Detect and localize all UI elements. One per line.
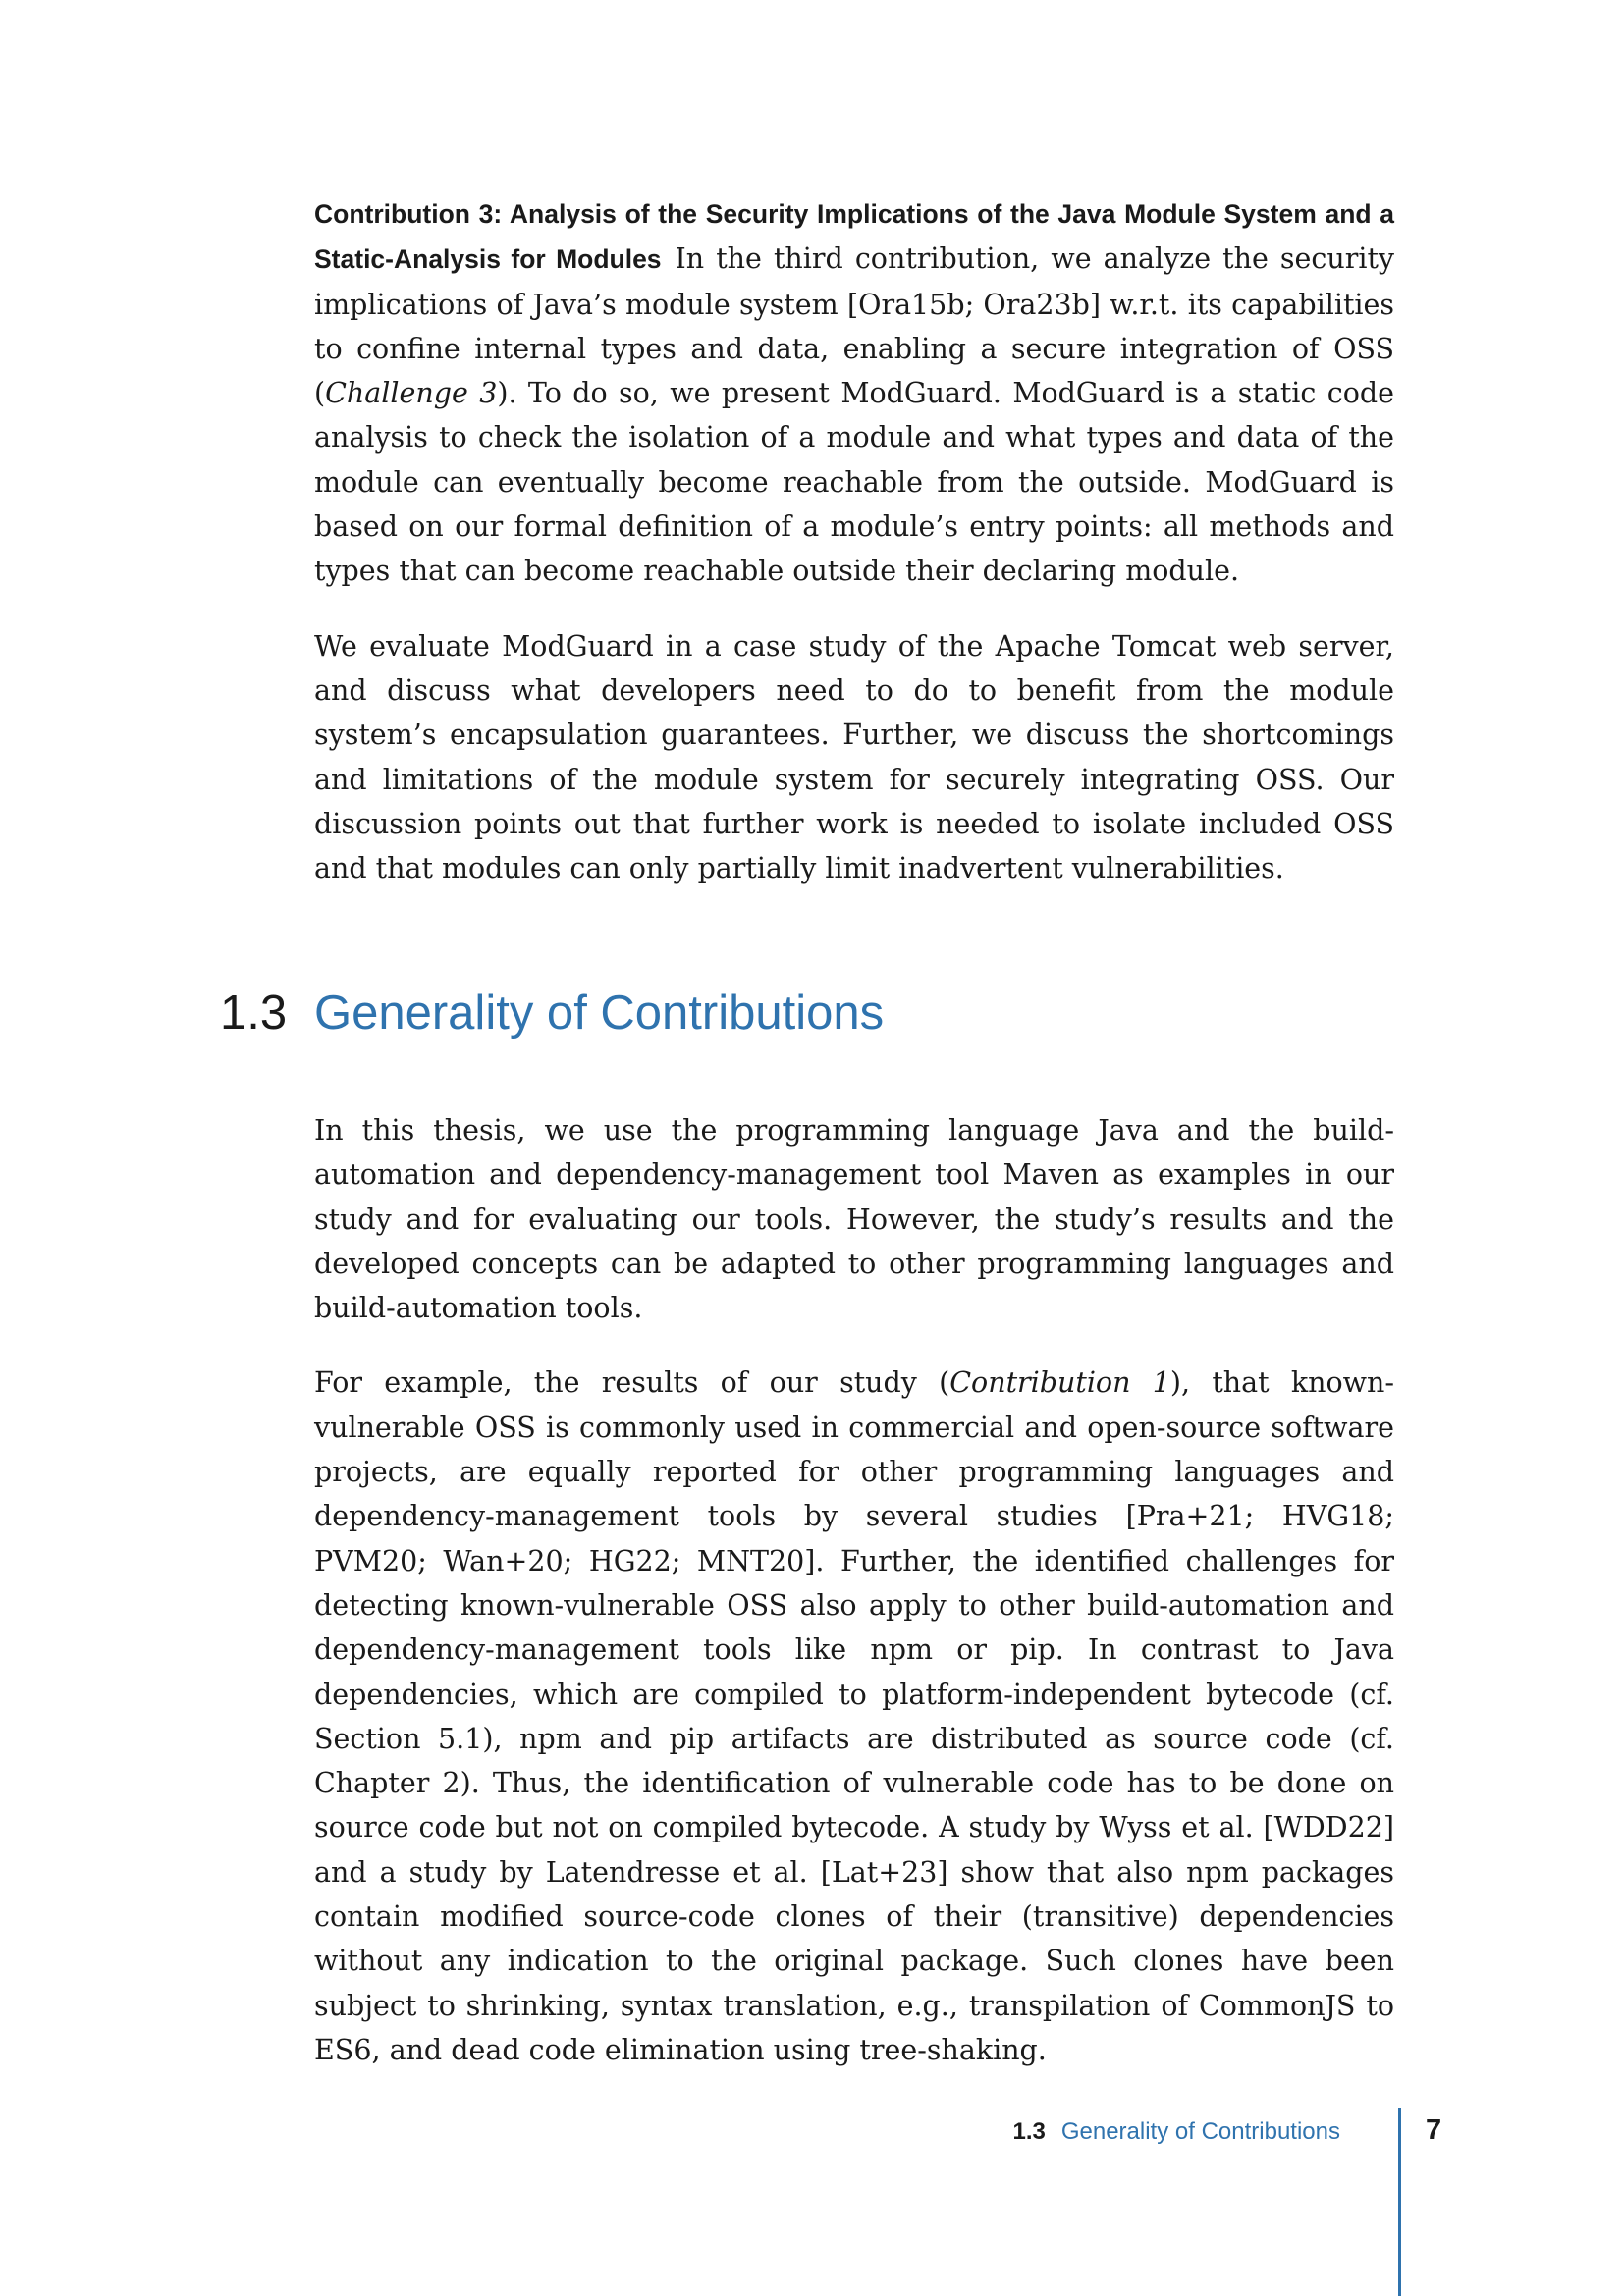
contribution-3-text-b: ). To do so, we present ModGuard. ModGuard is a static code analysis to check the isolation of a module and what types and data of the module can eventually become reachable from the outside. ModGuard is based on our formal definition of a module’s entry points: all methods and types that can become reachable outside their declaring module. bbox=[314, 377, 1394, 588]
section-heading bbox=[220, 984, 1398, 1042]
section-title: Generality of Contributions bbox=[314, 987, 885, 1040]
section-paragraph-2-text-a: For example, the results of our study ( bbox=[314, 1366, 950, 1400]
footer-section-title: Generality of Contributions bbox=[1060, 2118, 1340, 2145]
page-number: 7 bbox=[1426, 2114, 1442, 2146]
contribution-3-block bbox=[314, 191, 1394, 921]
contribution-3-paragraph-1 bbox=[314, 191, 1394, 594]
section-paragraph-2-text-b: ), that known-vulnerable OSS is commonly used in commercial and open-source software projects, are equally reported for other programming languages and dependency-management tools by several studies [Pra+21; HVG18; PVM20; Wan+20; HG22; MNT20]. Further, the identified challenges for detecting known-vulnerable OSS also apply to other build-automation and dependency-management tools like npm or pip. In contrast to Java dependencies, which are compiled to platform-independent bytecode (cf. Section 5.1), npm and pip artifacts are distributed as source code (cf. Chapter 2). Thus, the identification of vulnerable code has to be done on source code but not on compiled bytecode. A study by Wyss et al. [WDD22] and a study by Latendresse et al. [Lat+23] show that also npm packages contain modified source-code clones of their (transitive) dependencies without any indication to the original package. Such clones have been subject to shrinking, syntax translation, e.g., transpilation of CommonJS to ES6, and dead code elimination using tree-shaking. bbox=[314, 1366, 1395, 2066]
running-footer bbox=[0, 2117, 1340, 2147]
contribution-3-paragraph-2: We evaluate ModGuard in a case study of the Apache Tomcat web server, and discuss what developers need to do to benefit from the module system’s encapsulation guarantees. Further, we discuss the shortcomings and limitations of the module system for securely integrating OSS. Our discussion points out that further work is needed to isolate included OSS and that modules can only partially limit inadvertent vulnerabilities. bbox=[314, 629, 1394, 885]
contribution-3-text-a: In the third contribution, we analyze the security implications of Java’s module system [Ora15b; Ora23b] w.r.t. its capabilities to confine internal types and data, enabling a secure integration of OSS ( bbox=[314, 242, 1395, 410]
section-paragraph-1: In this thesis, we use the programming language Java and the build-automation and dependency-management tool Maven as examples in our study and for evaluating our tools. However, the study’s results and the developed concepts can be adapted to other programming languages and build-automation tools. bbox=[314, 1114, 1394, 1325]
footer-divider bbox=[1398, 2108, 1401, 2296]
section-number: 1.3 bbox=[220, 987, 288, 1040]
contribution-reference: Contribution 1 bbox=[949, 1366, 1170, 1400]
contribution-3-heading: Contribution 3: Analysis of the Security Implications of the Java Module System and a Static-Analysis for Modules bbox=[314, 199, 1394, 275]
section-body bbox=[314, 1108, 1394, 2103]
footer-section-number: 1.3 bbox=[1012, 2118, 1046, 2145]
section-paragraph-2 bbox=[314, 1361, 1394, 2072]
challenge-reference: Challenge 3 bbox=[325, 377, 498, 410]
